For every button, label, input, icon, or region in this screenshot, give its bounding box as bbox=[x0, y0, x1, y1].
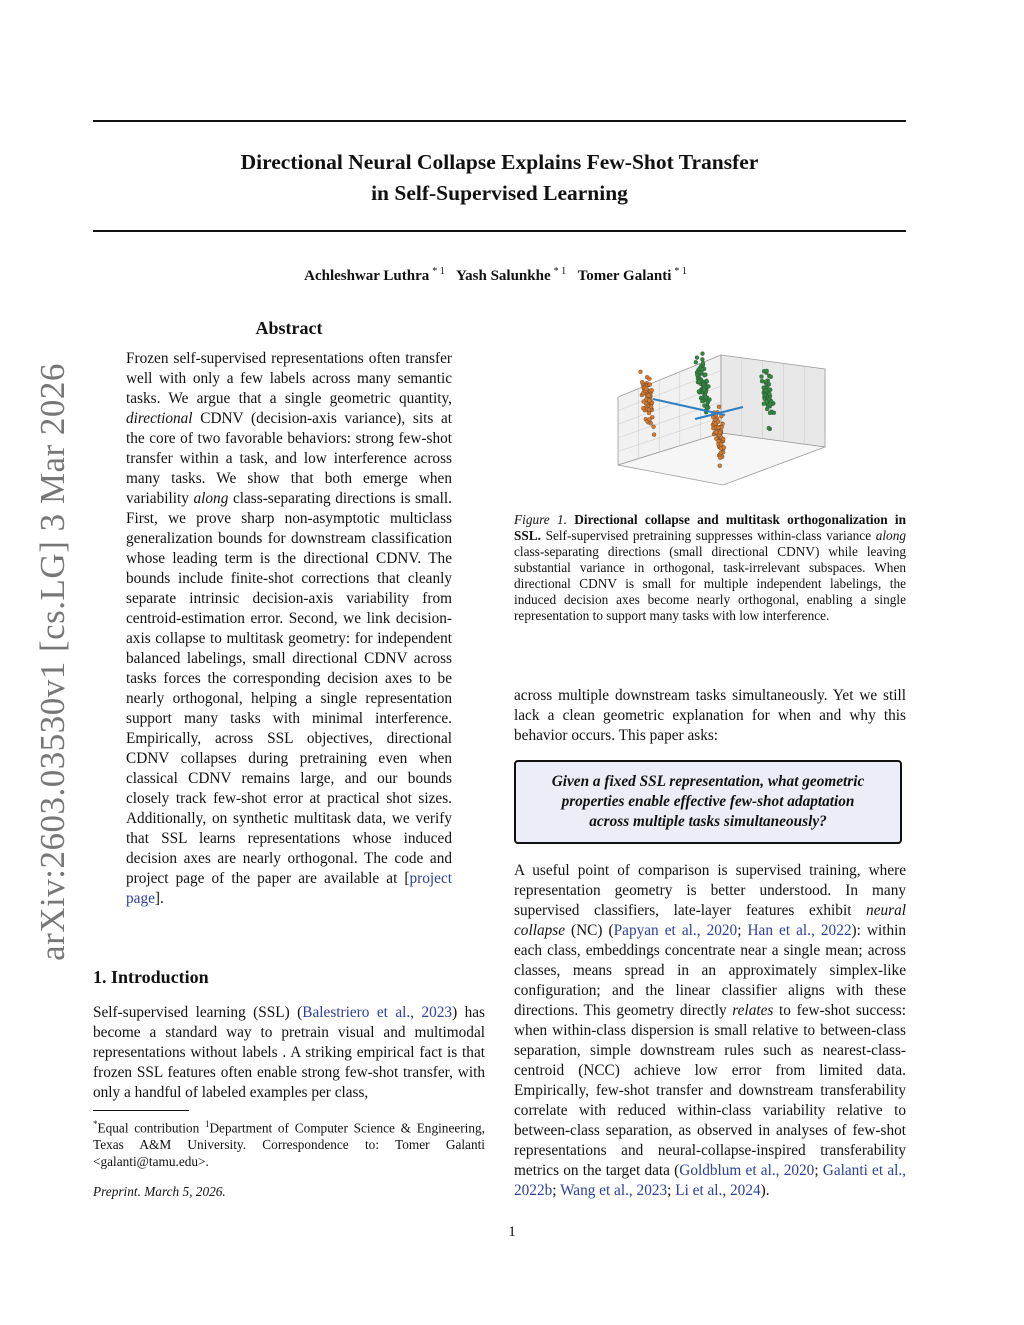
scatter-point bbox=[645, 387, 649, 391]
scatter-point bbox=[640, 380, 644, 384]
scatter-point bbox=[718, 431, 722, 435]
scatter-point bbox=[647, 399, 651, 403]
citation-link[interactable]: Li et al., 2024 bbox=[675, 1182, 761, 1199]
scatter-point bbox=[649, 405, 653, 409]
arxiv-sidebar-id: arXiv:2603.03530v1 [cs.LG] 3 Mar 2026 bbox=[33, 363, 72, 961]
title-line-1: Directional Neural Collapse Explains Few-Shot Transfer bbox=[240, 150, 759, 174]
author-affiliation-mark: * 1 bbox=[553, 266, 567, 277]
title-bottom-rule bbox=[93, 230, 906, 232]
scatter-point bbox=[722, 446, 726, 450]
citation-link[interactable]: Balestriero et al., 2023 bbox=[302, 1004, 453, 1021]
scatter-point bbox=[765, 399, 769, 403]
scatter-point bbox=[694, 360, 698, 364]
paper-title bbox=[93, 147, 906, 209]
scatter-point bbox=[652, 425, 656, 429]
introduction-paragraph: Self-supervised learning (SSL) (Balestriero et al., 2023) has become a standard way to pretrain visual and multimodal representations without labels . A striking empirical fact is that frozen SSL features often enable strong few-shot transfer, with only a handful of labeled examples per class, bbox=[93, 1004, 486, 1101]
citation-link[interactable]: Goldblum et al., 2020 bbox=[679, 1162, 815, 1179]
scatter-point bbox=[697, 390, 701, 394]
scatter-point bbox=[702, 388, 706, 392]
scatter-point bbox=[768, 403, 772, 407]
scatter-point bbox=[763, 393, 767, 397]
scatter-point bbox=[700, 399, 704, 403]
scatter-point bbox=[767, 382, 771, 386]
scatter-point bbox=[719, 442, 723, 446]
scatter-point bbox=[641, 406, 645, 410]
scatter-point bbox=[721, 437, 725, 441]
scatter-point bbox=[764, 388, 768, 392]
figure-3d-scatter bbox=[603, 337, 833, 497]
scatter-point bbox=[760, 379, 764, 383]
scatter-point bbox=[703, 373, 707, 377]
scatter-point bbox=[647, 377, 651, 381]
figure-label: Figure 1. bbox=[514, 512, 567, 527]
scatter-point bbox=[650, 388, 654, 392]
research-question: Given a fixed SSL representation, what geometric properties enable effective few-shot adaptation across multiple tasks simultaneously? bbox=[551, 773, 865, 830]
scatter-point bbox=[701, 352, 705, 356]
scatter-point bbox=[716, 420, 720, 424]
scatter-point bbox=[760, 375, 764, 379]
project-page-link[interactable]: project page bbox=[126, 870, 452, 907]
scatter-point bbox=[769, 375, 773, 379]
author-affiliation-mark: * 1 bbox=[674, 266, 687, 277]
figure-title: Directional collapse and multitask orthogonalization in SSL. bbox=[514, 512, 906, 543]
scatter-point bbox=[718, 464, 722, 468]
scatter-point bbox=[695, 373, 699, 377]
scatter-point bbox=[717, 405, 721, 409]
research-question-box bbox=[514, 760, 902, 844]
scatter-point bbox=[652, 433, 656, 437]
scatter-point bbox=[648, 417, 652, 421]
scatter-point bbox=[768, 411, 772, 415]
scatter-point bbox=[705, 405, 709, 409]
scatter-point bbox=[700, 357, 704, 361]
author-list bbox=[93, 266, 906, 285]
page-number: 1 bbox=[508, 1224, 516, 1240]
author-name: Tomer Galanti bbox=[577, 268, 672, 284]
scatter-point bbox=[714, 430, 718, 434]
scatter-point bbox=[647, 393, 651, 397]
abstract-heading: Abstract bbox=[255, 318, 323, 338]
right-paragraph-2: A useful point of comparison is supervised training, where representation geometry is better understood. In many supervised classifiers, late-layer features exhibit neural collapse (NC) (Papyan et al., 2020; Han et al., 2022): within each class, embeddings concentrate near a single mean; across classes, means spread in an approximately simplex-like configuration; and the linear classifier aligns with these directions. This geometry directly relates to few-shot success: when within-class dispersion is small relative to between-class separation, simple downstream rules such as nearest-class-centroid (NCC) achieve low error from limited data. Empirically, few-shot transfer and downstream transferability correlate with reduced within-class variability relative to between-class separation, as observed in analyses of few-shot representations and neural-collapse-inspired transferability metrics on the target data (Goldblum et al., 2020; Galanti et al., 2022b; Wang et al., 2023; Li et al., 2024). bbox=[514, 862, 907, 1199]
author-name: Achleshwar Luthra bbox=[304, 268, 430, 284]
scatter-point bbox=[639, 370, 643, 374]
scatter-point bbox=[705, 379, 709, 383]
scatter-point bbox=[701, 361, 705, 365]
scatter-point bbox=[765, 369, 769, 373]
footnote: *Equal contribution $^1$Department of Computer Science & Engineering, Texas A&M University. Correspondence to: Tomer Galanti <galanti@tamu.edu>. bbox=[93, 1119, 485, 1170]
author-name: Yash Salunkhe bbox=[455, 268, 551, 284]
introduction-heading: 1. Introduction bbox=[93, 967, 209, 987]
scatter-point bbox=[719, 451, 723, 455]
footnote-rule bbox=[93, 1110, 189, 1111]
scatter-point bbox=[767, 426, 771, 430]
scatter-point bbox=[704, 396, 708, 400]
abstract-body: Frozen self-supervised representations often transfer well with only a few labels across many semantic tasks. We argue that a single geometric quantity, directional CDNV (decision-axis variance), sits at the core of two favorable behaviors: strong few-shot transfer within a task, and low interference across many tasks. We show that both emerge when variability along class-separating directions is small. First, we prove sharp non-asymptotic multiclass generalization bounds for downstream classification whose leading term is the directional CDNV. The bounds include finite-shot corrections that cleanly separate intrinsic decision-axis variability from centroid-estimation error. Second, we link decision-axis collapse to multitask geometry: for independent balanced labelings, small directional CDNV across tasks forces the corresponding decision axes to be nearly orthogonal, helping a single representation support many tasks with minimal interference. Empirically, across SSL objectives, directional CDNV collapses during pretraining even when classical CDNV remains large, and our bounds closely track few-shot error at practical shot sizes. Additionally, on synthetic multitask data, we verify that SSL learns representations whose induced decision axes are nearly orthogonal. The code and project page of the paper are available at [project page]. bbox=[126, 350, 452, 907]
preprint-note: Preprint. March 5, 2026. bbox=[93, 1184, 226, 1199]
scatter-point bbox=[648, 383, 652, 387]
figure-caption: Figure 1. Directional collapse and multitask orthogonalization in SSL. Self-supervised pretraining suppresses within-class variance along class-separating directions (small directional CDNV) while leaving substantial variance in orthogonal, task-irrelevant subspaces. When directional CDNV is small for multiple independent labelings, the induced decision axes become nearly orthogonal, enabling a single representation to support many tasks with low interference. bbox=[514, 512, 906, 623]
scatter-point bbox=[695, 356, 699, 360]
citation-link[interactable]: Wang et al., 2023 bbox=[560, 1182, 668, 1199]
scatter-point bbox=[642, 400, 646, 404]
scatter-point bbox=[698, 366, 702, 370]
author-affiliation-mark: * 1 bbox=[432, 266, 445, 277]
scatter-point bbox=[708, 398, 712, 402]
scatter-point bbox=[716, 426, 720, 430]
citation-link[interactable]: Papyan et al., 2020 bbox=[613, 922, 738, 939]
citation-link[interactable]: Han et al., 2022 bbox=[747, 922, 852, 939]
title-line-2: in Self-Supervised Learning bbox=[371, 181, 628, 205]
scatter-point bbox=[768, 388, 772, 392]
scatter-point bbox=[697, 380, 701, 384]
citation-link[interactable]: Galanti et al., 2022b bbox=[514, 1162, 907, 1199]
right-paragraph-1: across multiple downstream tasks simultaneously. Yet we still lack a clean geometric explanation for when and why this behavior occurs. This paper asks: bbox=[514, 687, 906, 744]
title-top-rule bbox=[93, 120, 906, 122]
